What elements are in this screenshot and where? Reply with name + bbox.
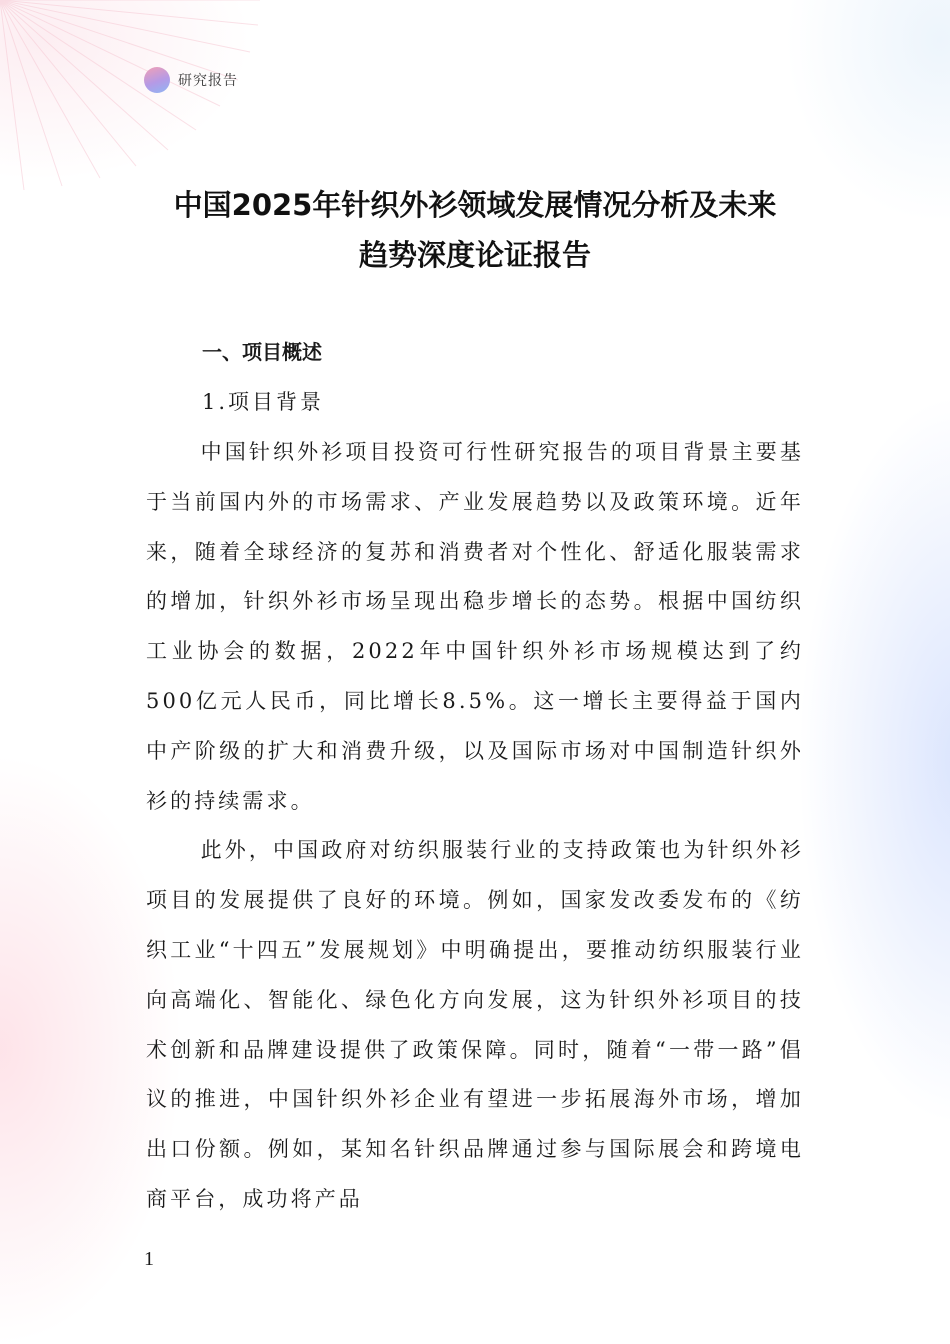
gradient-circle-logo-icon: [144, 67, 170, 93]
decorative-rays: [0, 0, 260, 190]
subsection-heading: 1.项目背景: [202, 390, 325, 414]
title-line-1: 中国2025年针织外衫领域发展情况分析及未来: [173, 188, 777, 222]
paragraph: 此外，中国政府对纺织服装行业的支持政策也为针织外衫项目的发展提供了良好的环境。例如，国家发改委发布的《纺织工业“十四五”发展规划》中明确提出，要推动纺织服装行业向高端化、智能化、绿色化方向发展，这为针织外衫项目的技术创新和品牌建设提供了政策保障。同时，随着“一带一路”倡议的推进，中国针织外衫企业有望进一步拓展海外市场，增加出口份额。例如，某知名针织品牌通过参与国际展会和跨境电商平台，成功将产品: [146, 838, 804, 1211]
body-text: [146, 428, 804, 1225]
section-heading: 一、项目概述: [202, 340, 322, 364]
document-title: [100, 180, 850, 280]
paragraph: 中国针织外衫项目投资可行性研究报告的项目背景主要基于当前国内外的市场需求、产业发展趋势以及政策环境。近年来，随着全球经济的复苏和消费者对个性化、舒适化服装需求的增加，针织外衫市场呈现出稳步增长的态势。根据中国纺织工业协会的数据，2022年中国针织外衫市场规模达到了约500亿元人民币，同比增长8.5%。这一增长主要得益于国内中产阶级的扩大和消费升级，以及国际市场对中国制造针织外衫的持续需求。: [146, 440, 804, 813]
report-header: [144, 67, 238, 93]
title-line-2: 趋势深度论证报告: [358, 238, 591, 272]
page-number: 1: [144, 1248, 154, 1270]
header-label: 研究报告: [178, 73, 238, 89]
